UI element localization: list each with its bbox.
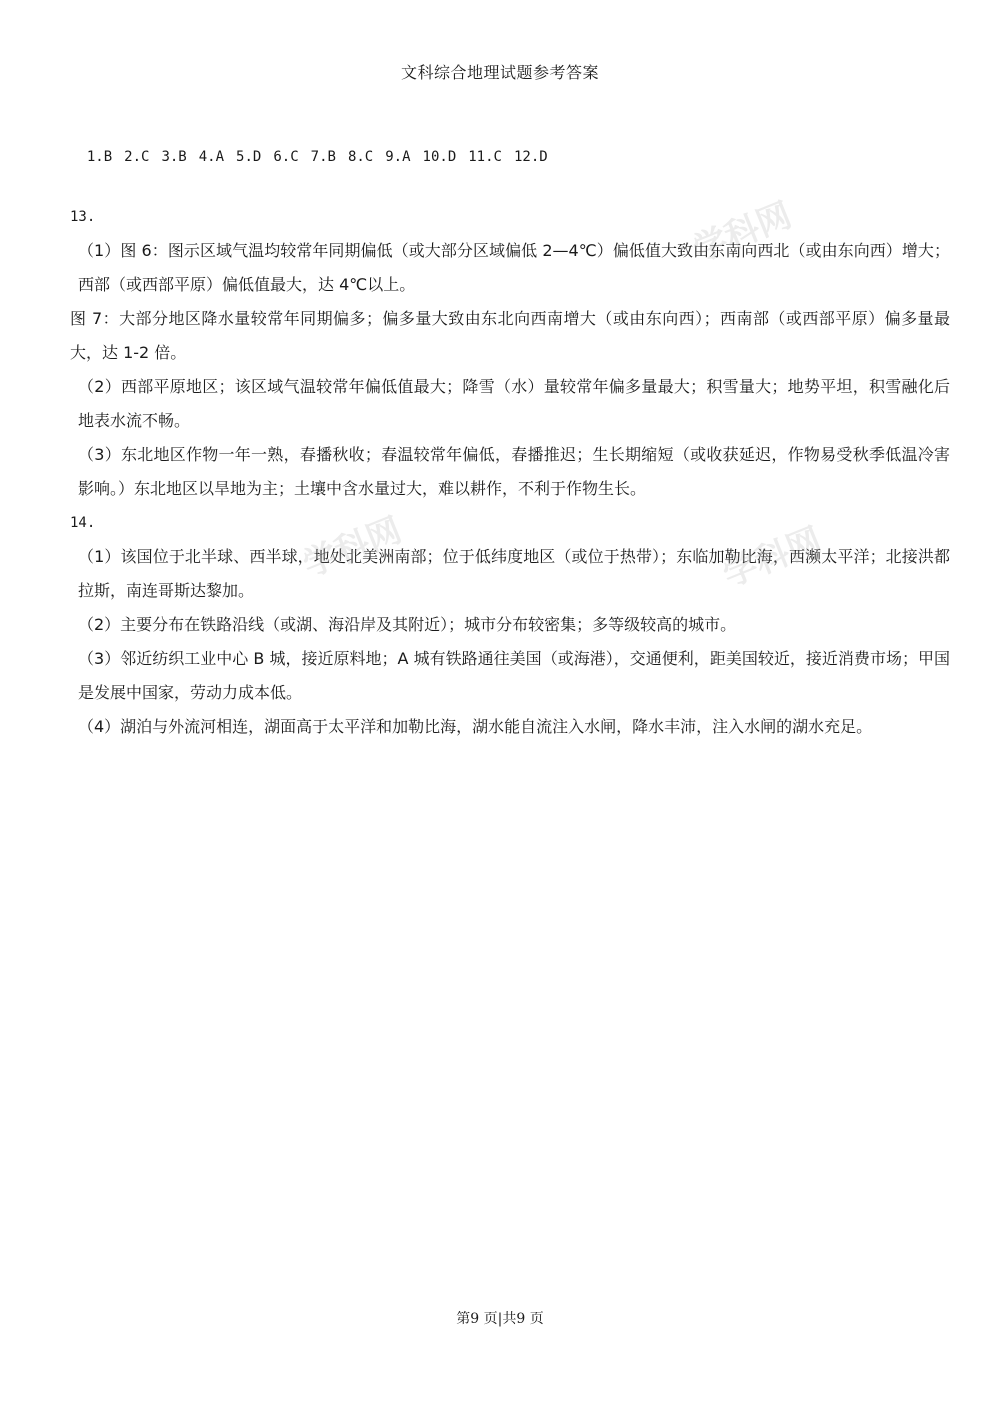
answer-8: 8.C bbox=[347, 149, 374, 165]
question-13-part-3: （3）东北地区作物一年一熟，春播秋收；春温较常年偏低，春播推迟；生长期缩短（或收获延迟，作物易受秋季低温冷害影响。）东北地区以旱地为主；土壤中含水量过大，难以耕作，不利于作物生长。 bbox=[78, 445, 950, 498]
question-13-part-1-fig7: 图 7：大部分地区降水量较常年同期偏多；偏多量大致由东北向西南增大（或由东向西）；西南部（或西部平原）偏多量最大，达 1-2 倍。 bbox=[70, 309, 950, 362]
answer-12: 12.D bbox=[513, 149, 548, 165]
answer-7: 7.B bbox=[310, 149, 336, 165]
question-13-part-2: （2）西部平原地区；该区域气温较常年偏低值最大；降雪（水）量较常年偏多量最大；积雪量大；地势平坦，积雪融化后地表水流不畅。 bbox=[78, 377, 950, 430]
answer-3: 3.B bbox=[161, 149, 187, 165]
question-14-part-1: （1）该国位于北半球、西半球，地处北美洲南部；位于低纬度地区（或位于热带）；东临加勒比海，西濒太平洋；北接洪都拉斯，南连哥斯达黎加。 bbox=[78, 547, 950, 600]
watermark: 学科网 bbox=[717, 520, 828, 596]
question-13-part-1-fig6: （1）图 6：图示区域气温均较常年同期偏低（或大部分区域偏低 2—4℃）偏低值大致由东南向西北（或由东向西）增大；西部（或西部平原）偏低值最大，达 4℃以上。 bbox=[78, 241, 950, 294]
answer-5: 5.D bbox=[236, 149, 262, 165]
question-13-number: 13. bbox=[70, 209, 96, 225]
watermark: 学科网 bbox=[687, 195, 798, 271]
answer-key-row bbox=[70, 133, 560, 165]
answer-content bbox=[70, 200, 950, 744]
answer-1: 1.B bbox=[86, 149, 113, 165]
question-14-part-4: （4）湖泊与外流河相连，湖面高于太平洋和加勒比海，湖水能自流注入水闸，降水丰沛，注入水闸的湖水充足。 bbox=[78, 717, 873, 736]
answer-6: 6.C bbox=[273, 149, 299, 165]
question-14-part-2: （2）主要分布在铁路沿线（或湖、海沿岸及其附近）；城市分布较密集；多等级较高的城市。 bbox=[78, 615, 737, 634]
answer-9: 9.A bbox=[385, 149, 411, 165]
question-14-part-3: （3）邻近纺织工业中心 B 城，接近原料地；A 城有铁路通往美国（或海港），交通便利，距美国较近，接近消费市场；甲国是发展中国家，劳动力成本低。 bbox=[78, 649, 950, 702]
page-footer: 第9 页|共9 页 bbox=[456, 1311, 544, 1327]
watermark: 学科网 bbox=[297, 510, 408, 586]
page-title: 文科综合地理试题参考答案 bbox=[400, 63, 599, 82]
answer-2: 2.C bbox=[124, 149, 150, 165]
answer-4: 4.A bbox=[198, 149, 225, 165]
question-14-number: 14. bbox=[70, 515, 96, 531]
answer-10: 10.D bbox=[422, 149, 457, 165]
answer-11: 11.C bbox=[468, 149, 502, 165]
